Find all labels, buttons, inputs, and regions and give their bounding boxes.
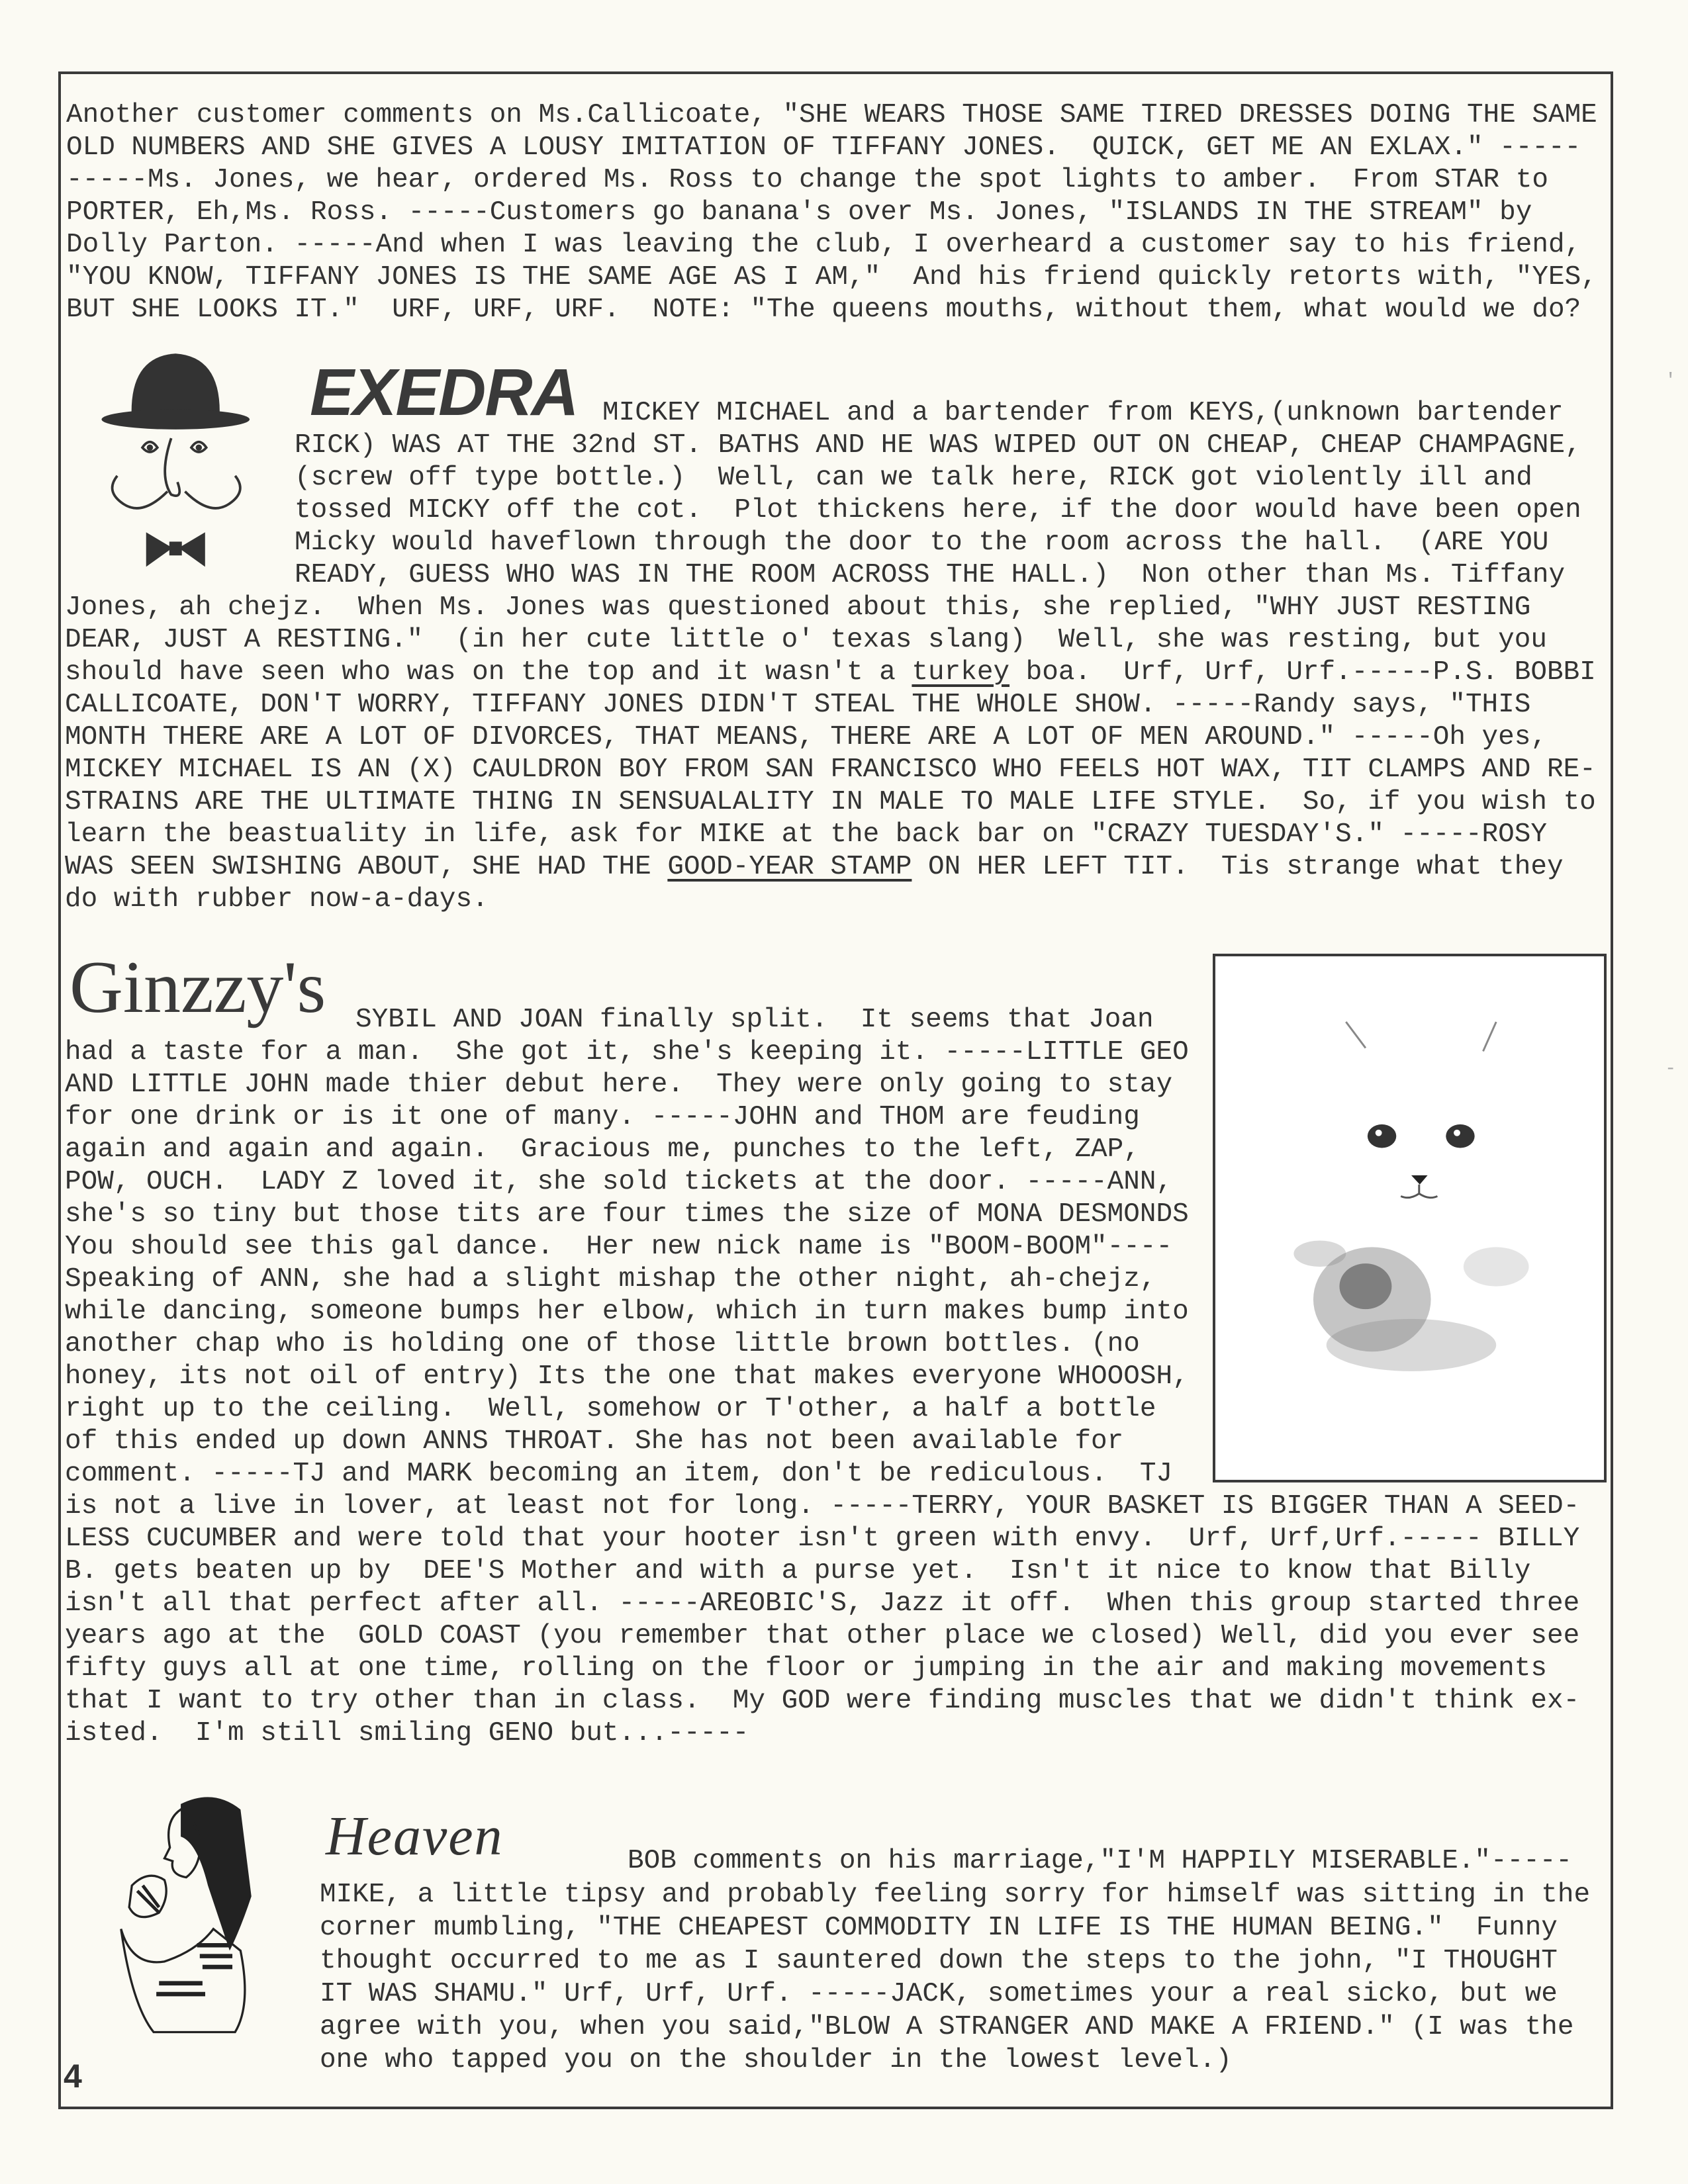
text-line: thought occurred to me as I sauntered down the steps to the john, "I THOUGHT [320,1946,1558,1976]
text-line: MICKEY MICHAEL and a bartender from KEYS,(unknown bartender [602,398,1564,428]
ginzzys-first-line [355,1004,1154,1036]
exedra-paragraph [65,592,1596,916]
heaven-title: Heaven [326,1805,504,1867]
text-line: tossed MICKY off the cot. Plot thickens here, if the door would have been open [295,495,1581,525]
text-line: LESS CUCUMBER and were told that your hooter isn't green with envy. Urf, Urf,Urf.----- BILLY [65,1524,1580,1554]
text-line: IT WAS SHAMU." Urf, Urf, Urf. -----JACK, sometimes your a real sicko, but we [320,1979,1558,2009]
exedra-indented-paragraph [295,430,1581,592]
text-line: Jones, ah chejz. When Ms. Jones was questioned about this, she replied, "WHY JUST RESTING [65,592,1531,623]
text-segment: should have seen who was on the top and it wasn't a [65,657,912,688]
text-line [65,851,1596,884]
text-line: comment. -----TJ and MARK becoming an item, don't be rediculous. TJ [65,1459,1173,1489]
text-line: Speaking of ANN, she had a slight mishap the other night, ah-chejz, [65,1264,1156,1295]
ginzzys-title: Ginzzy's [70,946,326,1028]
text-line: for one drink or is it one of many. -----JOHN and THOM are feuding [65,1102,1140,1132]
text-line [65,657,1596,689]
bowler-hat-face-illustration [93,344,265,582]
cat-photo [1213,954,1607,1482]
text-line: isn't all that perfect after all. -----AREOBIC'S, Jazz it off. When this group started three [65,1588,1580,1619]
text-line: OLD NUMBERS AND SHE GIVES A LOUSY IMITATION OF TIFFANY JONES. QUICK, GET ME AN EXLAX." ----- [66,132,1581,163]
exedra-title: EXEDRA [310,355,578,430]
text-segment: boa. Urf, Urf, Urf.-----P.S. BOBBI [1009,657,1596,688]
text-line: had a taste for a man. She got it, she's keeping it. -----LITTLE GEO [65,1037,1189,1068]
text-segment: ON HER LEFT TIT. Tis strange what they [912,852,1564,882]
text-line: honey, its not oil of entry) Its the one that makes everyone WHOOOSH, [65,1361,1189,1392]
text-line: BOB comments on his marriage,"I'M HAPPILY MISERABLE."----- [628,1846,1573,1876]
text-line: is not a live in lover, at least not for long. -----TERRY, YOUR BASKET IS BIGGER THAN A SEED- [65,1491,1580,1522]
text-line: MIKE, a little tipsy and probably feeling sorry for himself was sitting in the [320,1880,1591,1910]
text-line: -----Ms. Jones, we hear, ordered Ms. Ross to change the spot lights to amber. From STAR to [66,165,1548,195]
egyptian-woman-illustration [99,1780,311,2045]
text-line: You should see this gal dance. Her new nick name is "BOOM-BOOM"---- [65,1232,1173,1262]
exedra-first-line [602,397,1564,430]
text-line: POW, OUCH. LADY Z loved it, she sold tickets at the door. -----ANN, [65,1167,1173,1197]
text-line: corner mumbling, "THE CHEAPEST COMMODITY IN LIFE IS THE HUMAN BEING." Funny [320,1913,1558,1943]
text-line: MONTH THERE ARE A LOT OF DIVORCES, THAT MEANS, THERE ARE A LOT OF MEN AROUND." -----Oh yes, [65,722,1547,752]
underlined-text: GOOD-YEAR STAMP [667,852,912,882]
page-number: 4 [64,2058,82,2095]
text-line: STRAINS ARE THE ULTIMATE THING IN SENSUALALITY IN MALE TO MALE LIFE STYLE. So, if you wish to [65,787,1596,817]
text-line: learn the beastuality in life, ask for MIKE at the back bar on "CRAZY TUESDAY'S." -----ROSY [65,819,1547,850]
text-line: Another customer comments on Ms.Callicoate, "SHE WEARS THOSE SAME TIRED DRESSES DOING THE SAME [66,100,1597,130]
text-line: do with rubber now-a-days. [65,884,489,915]
text-line: BUT SHE LOOKS IT." URF, URF, URF. NOTE: "The queens mouths, without them, what would we do? [66,295,1581,325]
text-line: B. gets beaten up by DEE'S Mother and with a purse yet. Isn't it nice to know that Billy [65,1556,1531,1586]
text-line: fifty guys all at one time, rolling on the floor or jumping in the air and making movements [65,1653,1547,1684]
text-line: again and again and again. Gracious me, punches to the left, ZAP, [65,1134,1140,1165]
underlined-text: turkey [912,657,1010,688]
text-line: "YOU KNOW, TIFFANY JONES IS THE SAME AGE AS I AM," And his friend quickly retorts with, "YES, [66,262,1597,293]
text-line: SYBIL AND JOAN finally split. It seems that Joan [355,1005,1154,1035]
text-line: CALLICOATE, DON'T WORRY, TIFFANY JONES DIDN'T STEAL THE WHOLE SHOW. -----Randy says, "THIS [65,690,1531,720]
text-line: one who tapped you on the shoulder in the lowest level.) [320,2045,1232,2075]
text-line: (screw off type bottle.) Well, can we talk here, RICK got violently ill and [295,463,1532,493]
heaven-paragraph [320,1878,1590,2077]
text-segment: WAS SEEN SWISHING ABOUT, SHE HAD THE [65,852,668,882]
text-line: right up to the ceiling. Well, somehow or T'other, a half a bottle [65,1394,1156,1424]
text-line: another chap who is holding one of those little brown bottles. (no [65,1329,1140,1359]
text-line: while dancing, someone bumps her elbow, which in turn makes bump into [65,1297,1189,1327]
text-line: DEAR, JUST A RESTING." (in her cute little o' texas slang) Well, she was resting, but you [65,625,1547,655]
text-line: RICK) WAS AT THE 32nd ST. BATHS AND HE WAS WIPED OUT ON CHEAP, CHEAP CHAMPAGNE, [295,430,1581,461]
text-line: Dolly Parton. -----And when I was leaving the club, I overheard a customer say to his friend, [66,230,1581,260]
heaven-first-line [628,1845,1572,1878]
text-line: isted. I'm still smiling GENO but...----- [65,1718,749,1749]
margin-mark: - [1665,1059,1676,1079]
text-line: that I want to try other than in class. My GOD were finding muscles that we didn't think ex- [65,1686,1580,1716]
text-line: agree with you, when you said,"BLOW A STRANGER AND MAKE A FRIEND." (I was the [320,2012,1574,2042]
text-line: AND LITTLE JOHN made thier debut here. They were only going to stay [65,1069,1173,1100]
text-line: PORTER, Eh,Ms. Ross. -----Customers go banana's over Ms. Jones, "ISLANDS IN THE STREAM" by [66,197,1532,228]
cat-face-image [1215,956,1604,1480]
text-line: years ago at the GOLD COAST (you remember that other place we closed) Well, did you ever see [65,1621,1580,1651]
text-line: of this ended up down ANNS THROAT. She has not been available for [65,1426,1124,1457]
text-line: she's so tiny but those tits are four times the size of MONA DESMONDS [65,1199,1189,1230]
text-line: READY, GUESS WHO WAS IN THE ROOM ACROSS THE HALL.) Non other than Ms. Tiffany [295,560,1566,590]
text-line: MICKEY MICHAEL IS AN (X) CAULDRON BOY FROM SAN FRANCISCO WHO FEELS HOT WAX, TIT CLAMPS AND RE- [65,754,1596,785]
text-line: Micky would haveflown through the door to the room across the hall. (ARE YOU [295,527,1549,558]
intro-paragraph [66,99,1597,326]
margin-mark: ' [1665,371,1676,391]
